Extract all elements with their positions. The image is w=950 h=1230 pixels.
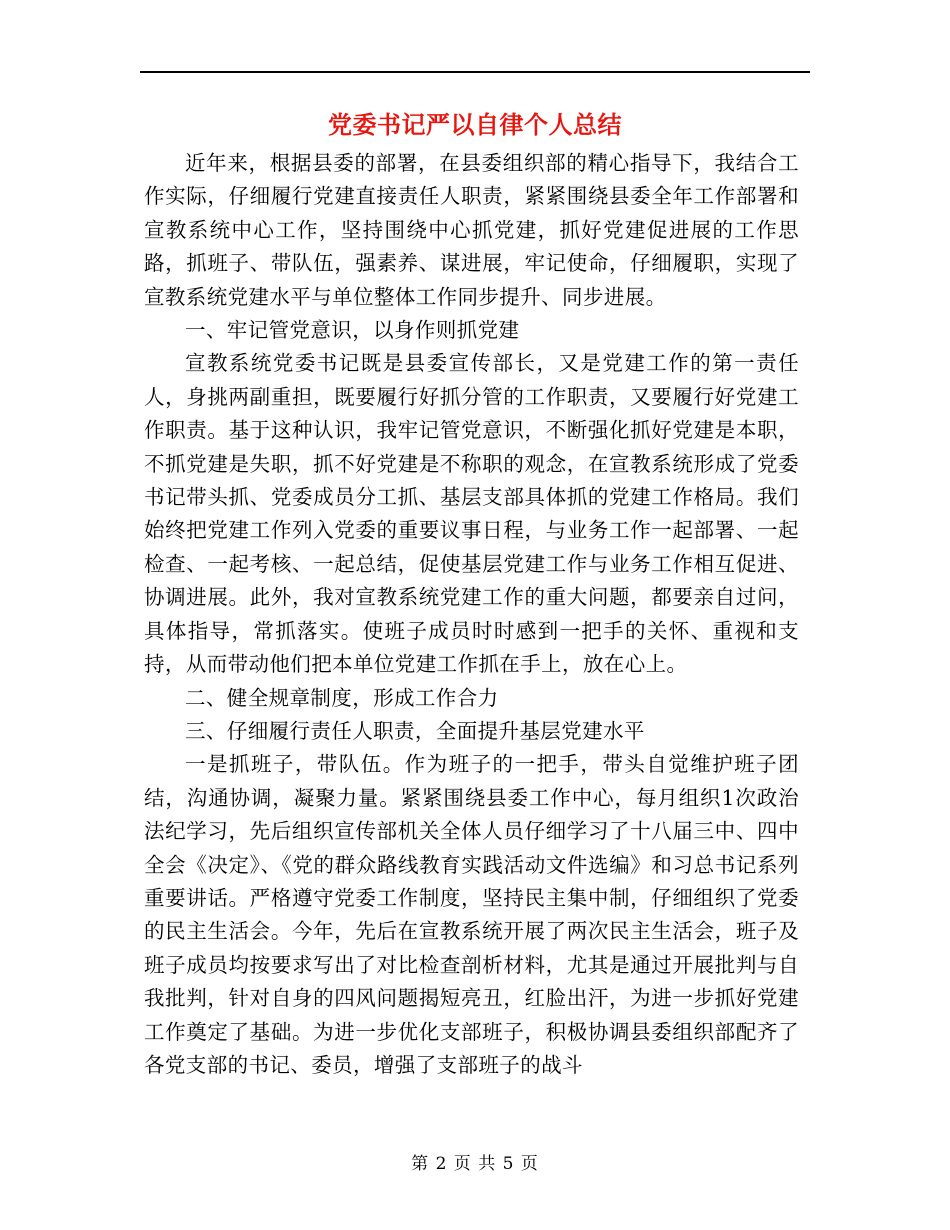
document-title: 党委书记严以自律个人总结: [328, 110, 622, 139]
page-number: 第 2 页 共 5 页: [411, 1154, 539, 1174]
document-body: [144, 147, 799, 1082]
section-heading-1: 一、牢记管党意识，以身作则抓党建: [185, 318, 520, 343]
section-heading-3: 三、仔细履行责任人职责，全面提升基层党建水平: [185, 718, 645, 743]
section-heading-2: 二、健全规章制度，形成工作合力: [185, 685, 499, 710]
header-rule: [140, 71, 810, 73]
intro-paragraph: 近年来，根据县委的部署，在县委组织部的精心指导下，我结合工作实际，仔细履行党建直接责任人职责，紧紧围绕县委全年工作部署和宣教系统中心工作，坚持围绕中心抓党建，抓好党建促进展的工作思路，抓班子、带队伍，强素养、谋进展，牢记使命，仔细履职，实现了宣教系统党建水平与单位整体工作同步提升、同步进展。: [144, 151, 799, 309]
section-1-paragraph: 宣教系统党委书记既是县委宣传部长，又是党建工作的第一责任人，身挑两副重担，既要履行好抓分管的工作职责，又要履行好党建工作职责。基于这种认识，我牢记管党意识，不断强化抓好党建是本职，不抓党建是失职，抓不好党建是不称职的观念，在宣教系统形成了党委书记带头抓、党委成员分工抓、基层支部具体抓的党建工作格局。我们始终把党建工作列入党委的重要议事日程，与业务工作一起部署、一起检查、一起考核、一起总结，促使基层党建工作与业务工作相互促进、协调进展。此外，我对宣教系统党建工作的重大问题，都要亲自过问，具体指导，常抓落实。使班子成员时时感到一把手的关怀、重视和支持，从而带动他们把本单位党建工作抓在手上，放在心上。: [144, 351, 799, 677]
section-3-paragraph: 一是抓班子，带队伍。作为班子的一把手，带头自觉维护班子团结，沟通协调，凝聚力量。紧紧围绕县委工作中心，每月组织1次政治法纪学习，先后组织宣传部机关全体人员仔细学习了十八届三中、四中全会《决定》、《党的群众路线教育实践活动文件选编》和习总书记系列重要讲话。严格遵守党委工作制度，坚持民主集中制，仔细组织了党委的民主生活会。今年，先后在宣教系统开展了两次民主生活会，班子及班子成员均按要求写出了对比检查剖析材料，尤其是通过开展批判与自我批判，针对自身的四风问题揭短亮丑，红脸出汗，为进一步抓好党建工作奠定了基础。为进一步优化支部班子，积极协调县委组织部配齐了各党支部的书记、委员，增强了支部班子的战斗: [144, 752, 799, 1077]
